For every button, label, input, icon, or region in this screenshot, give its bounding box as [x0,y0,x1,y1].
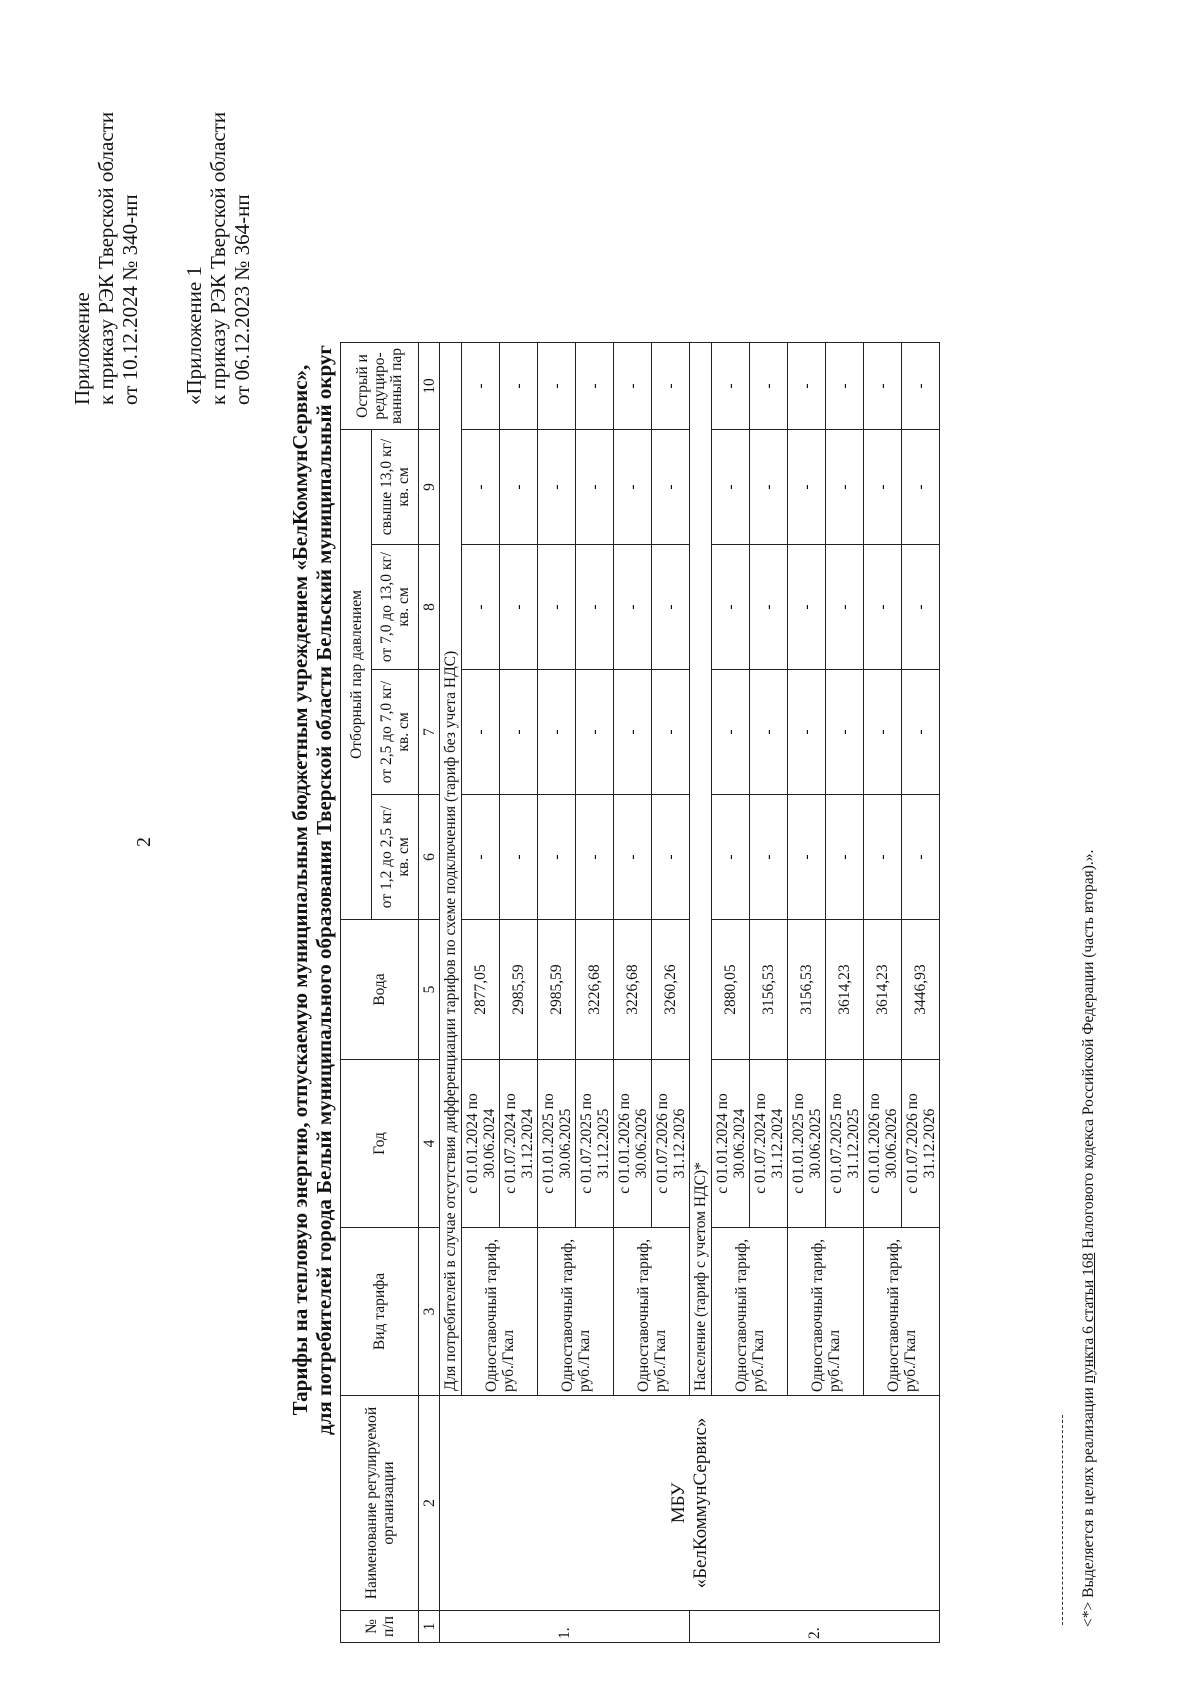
footnote-suffix: Налогового кодекса Российской Федерации (часть вторая).». [1080,849,1097,1253]
period-cell: с 01.01.2026 по 30.06.2026 [864,1060,902,1228]
tariff-table [340,342,940,1643]
appendix-previous-line: «Приложение 1 [182,266,206,405]
steam-2-value: - [712,670,750,795]
steam-1-value: - [750,795,788,920]
steam-3-value: - [902,545,940,670]
appendix-current-line: Приложение [70,292,94,405]
steam-1-value: - [462,795,500,920]
period-cell: с 01.07.2024 по 31.12.2024 [500,1060,538,1228]
tariff-type: Одноставочный тариф, руб./Гкал [788,1228,864,1396]
steam-3-value: - [538,545,576,670]
column-number-row [419,343,440,1643]
water-tariff-value: 2877,05 [462,920,500,1060]
document-title-line: для потребителей города Белый муниципального образования Тверской области Бельский муниципальный округ [312,345,336,1435]
steam-3-value: - [712,545,750,670]
header-steam-2: от 2,5 до 7,0 кг/кв. см [372,670,419,795]
steam-4-value: - [712,430,750,545]
tariff-table-body [341,343,940,1643]
column-number: 9 [419,430,440,545]
column-number: 8 [419,545,440,670]
water-tariff-value: 2985,59 [500,920,538,1060]
column-number: 4 [419,1060,440,1228]
steam-3-value: - [614,545,652,670]
steam-4-value: - [614,430,652,545]
water-tariff-value: 2880,05 [712,920,750,1060]
section-number: 2. [690,1611,940,1643]
steam-3-value: - [462,545,500,670]
steam-3-value: - [750,545,788,670]
steam-4-value: - [538,430,576,545]
steam-2-value: - [614,670,652,795]
appendix-current-line: от 10.12.2024 № 340-нп [118,194,142,405]
steam-3-value: - [652,545,690,670]
sharp-steam-value: - [538,343,576,430]
sharp-steam-value: - [826,343,864,430]
period-cell: с 01.01.2024 по 30.06.2024 [712,1060,750,1228]
water-tariff-value: 3156,53 [788,920,826,1060]
steam-2-value: - [788,670,826,795]
steam-1-value: - [538,795,576,920]
steam-4-value: - [864,430,902,545]
footnote-prefix: <*> Выделяется в целях реализации [1080,1383,1097,1627]
header-water: Вода [341,920,419,1060]
period-cell: с 01.01.2025 по 30.06.2025 [788,1060,826,1228]
steam-2-value: - [576,670,614,795]
period-cell: с 01.07.2025 по 31.12.2025 [826,1060,864,1228]
column-number: 5 [419,920,440,1060]
tariff-type: Одноставочный тариф, руб./Гкал [864,1228,940,1396]
period-cell: с 01.01.2024 по 30.06.2024 [462,1060,500,1228]
sharp-steam-value: - [864,343,902,430]
water-tariff-value: 3614,23 [826,920,864,1060]
tariff-type: Одноставочный тариф, руб./Гкал [614,1228,690,1396]
steam-1-value: - [712,795,750,920]
steam-4-value: - [788,430,826,545]
steam-3-value: - [864,545,902,670]
steam-2-value: - [462,670,500,795]
sharp-steam-value: - [902,343,940,430]
steam-1-value: - [500,795,538,920]
organization-name: МБУ «БелКоммунСервис» [440,1396,940,1611]
steam-4-value: - [652,430,690,545]
sharp-steam-value: - [500,343,538,430]
appendix-current-block [70,112,142,405]
header-sharp-steam: Острый и редуциро-ванный пар [341,343,419,430]
steam-2-value: - [864,670,902,795]
section-number: 1. [440,1611,690,1643]
sharp-steam-value: - [462,343,500,430]
steam-3-value: - [788,545,826,670]
water-tariff-value: 2985,59 [538,920,576,1060]
steam-1-value: - [614,795,652,920]
sharp-steam-value: - [652,343,690,430]
period-cell: с 01.07.2026 по 31.12.2026 [902,1060,940,1228]
sharp-steam-value: - [712,343,750,430]
header-num: № п/п [341,1611,419,1643]
header-organization: Наименование регулируемой организации [341,1396,419,1611]
period-cell: с 01.07.2025 по 31.12.2025 [576,1060,614,1228]
column-number: 7 [419,670,440,795]
water-tariff-value: 3156,53 [750,920,788,1060]
steam-4-value: - [750,430,788,545]
tariff-type: Одноставочный тариф, руб./Гкал [712,1228,788,1396]
appendix-previous-line: от 06.12.2023 № 364-нп [230,194,254,405]
water-tariff-value: 3614,23 [864,920,902,1060]
section-row [440,343,462,1643]
period-cell: с 01.01.2025 по 30.06.2025 [538,1060,576,1228]
steam-4-value: - [902,430,940,545]
steam-1-value: - [826,795,864,920]
steam-2-value: - [826,670,864,795]
tariff-type: Одноставочный тариф, руб./Гкал [538,1228,614,1396]
section-title: Население (тариф с учетом НДС)* [690,343,712,1396]
steam-2-value: - [652,670,690,795]
appendix-previous-block [182,112,254,405]
steam-1-value: - [652,795,690,920]
header-steam-1: от 1,2 до 2,5 кг/кв. см [372,795,419,920]
appendix-previous-line: к приказу РЭК Тверской области [206,111,230,405]
steam-1-value: - [576,795,614,920]
header-tariff-type: Вид тарифа [341,1228,419,1396]
header-steam-group: Отборный пар давлением [341,430,372,920]
sharp-steam-value: - [788,343,826,430]
period-cell: с 01.07.2024 по 31.12.2024 [750,1060,788,1228]
steam-3-value: - [576,545,614,670]
footnote [1080,850,1098,1627]
period-cell: с 01.07.2026 по 31.12.2026 [652,1060,690,1228]
steam-1-value: - [788,795,826,920]
header-steam-4: свыше 13,0 кг/кв. см [372,430,419,545]
steam-4-value: - [500,430,538,545]
steam-2-value: - [902,670,940,795]
section-title: Для потребителей в случае отсутствия дифференциации тарифов по схеме подключения (тариф без учета НДС) [440,343,462,1396]
steam-4-value: - [576,430,614,545]
steam-2-value: - [750,670,788,795]
sharp-steam-value: - [576,343,614,430]
footnote-law-reference: пункта 6 статьи 168 [1080,1252,1097,1384]
period-cell: с 01.01.2026 по 30.06.2026 [614,1060,652,1228]
appendix-current-line: к приказу РЭК Тверской области [94,111,118,405]
column-number: 10 [419,343,440,430]
steam-1-value: - [864,795,902,920]
document-title-line: Тарифы на тепловую энергию, отпускаемую муниципальным бюджетным учреждением «БелКоммунСервис», [288,364,312,1416]
sharp-steam-value: - [750,343,788,430]
column-number: 6 [419,795,440,920]
water-tariff-value: 3226,68 [614,920,652,1060]
column-number: 2 [419,1396,440,1611]
sharp-steam-value: - [614,343,652,430]
steam-4-value: - [462,430,500,545]
page-number: 2 [133,837,155,847]
header-year: Год [341,1060,419,1228]
water-tariff-value: 3226,68 [576,920,614,1060]
steam-3-value: - [500,545,538,670]
footnote-separator [1062,1415,1063,1625]
water-tariff-value: 3446,93 [902,920,940,1060]
steam-2-value: - [538,670,576,795]
water-tariff-value: 3260,26 [652,920,690,1060]
document-title [288,265,336,1515]
header-steam-3: от 7,0 до 13,0 кг/кв. см [372,545,419,670]
steam-2-value: - [500,670,538,795]
steam-4-value: - [826,430,864,545]
steam-3-value: - [826,545,864,670]
steam-1-value: - [902,795,940,920]
column-number: 3 [419,1228,440,1396]
column-number: 1 [419,1611,440,1643]
tariff-type: Одноставочный тариф, руб./Гкал [462,1228,538,1396]
